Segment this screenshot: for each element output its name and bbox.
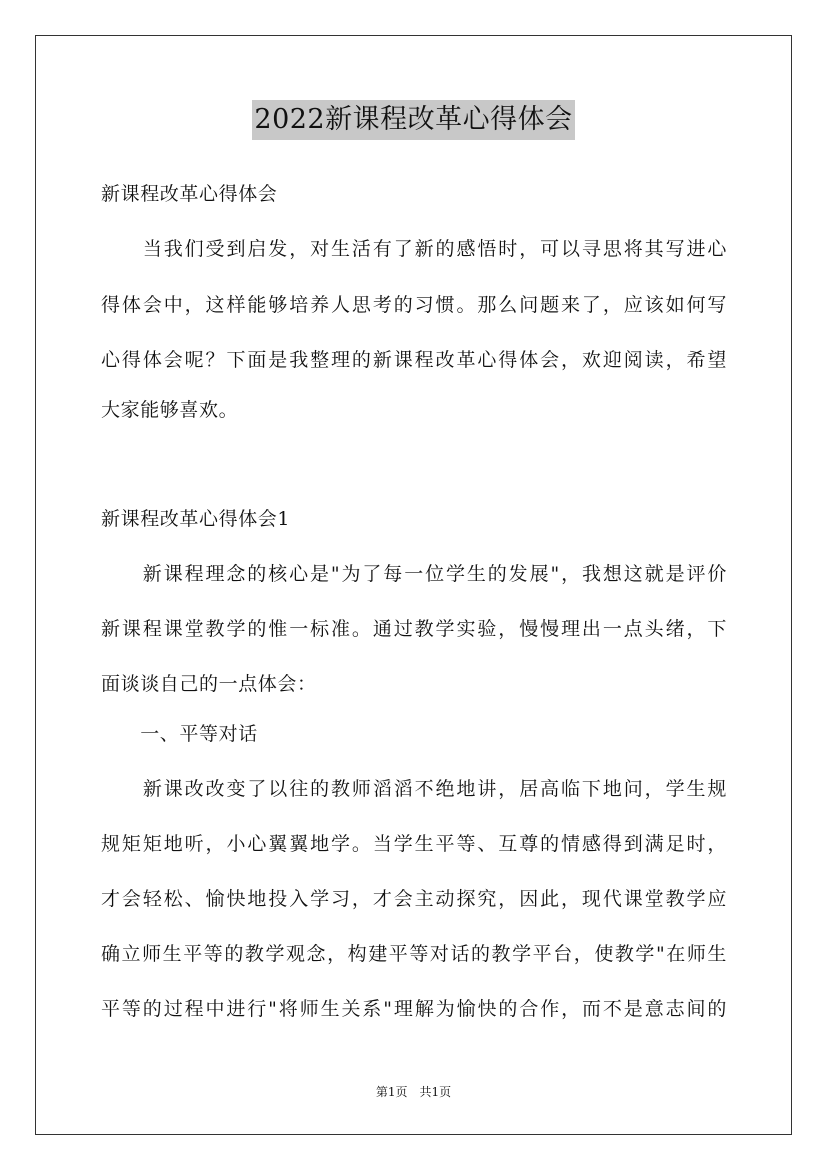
paragraph-line: 新课改改变了以往的教师滔滔不绝地讲，居高临下地问，学生规 [101, 778, 727, 800]
paragraph-line: 大家能够喜欢。 [101, 399, 239, 421]
paragraph-line: 新课程理念的核心是"为了每一位学生的发展"，我想这就是评价 [101, 563, 727, 585]
paragraph-line: 平等的过程中进行"将师生关系"理解为愉快的合作，而不是意志间的 [101, 998, 727, 1020]
paragraph-line: 得体会中，这样能够培养人思考的习惯。那么问题来了，应该如何写 [101, 294, 727, 316]
paragraph-line: 新课程课堂教学的惟一标准。通过教学实验，慢慢理出一点头绪，下 [101, 618, 727, 640]
paragraph-line: 确立师生平等的教学观念，构建平等对话的教学平台，使教学"在师生 [101, 943, 727, 965]
paragraph-line: 规矩矩地听，小心翼翼地学。当学生平等、互尊的情感得到满足时， [101, 833, 727, 855]
section-heading: 新课程改革心得体会1 [101, 508, 291, 530]
page-footer: 第1页 共1页 [375, 1085, 452, 1099]
document-title: 2022新课程改革心得体会 [252, 100, 574, 140]
section-heading: 新课程改革心得体会 [101, 183, 278, 205]
title-container [0, 100, 827, 140]
paragraph-line: 才会轻松、愉快地投入学习，才会主动探究，因此，现代课堂教学应 [101, 888, 727, 910]
paragraph-line: 心得体会呢？下面是我整理的新课程改革心得体会，欢迎阅读，希望 [101, 349, 727, 371]
subsection-heading: 一、平等对话 [101, 723, 258, 745]
paragraph-line: 面谈谈自己的一点体会： [101, 673, 317, 695]
paragraph-line: 当我们受到启发，对生活有了新的感悟时，可以寻思将其写进心 [101, 238, 727, 260]
